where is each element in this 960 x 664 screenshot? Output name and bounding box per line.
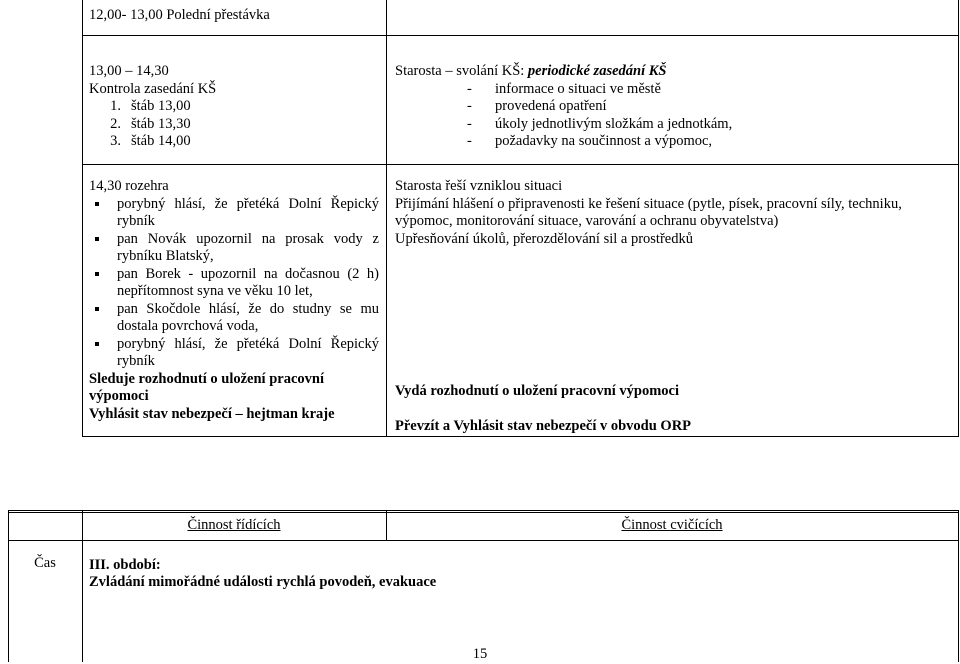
lunch-break-time: 12,00- 13,00 Polední přestávka [89, 7, 270, 23]
list-item: - informace o situaci ve městě [467, 80, 661, 97]
table-row-divider-2 [82, 164, 959, 165]
header-trainees-activity: Činnost cvičících [621, 517, 723, 533]
square-bullet-icon [95, 342, 99, 346]
issue-decision-text: Vydá rozhodnutí o uložení pracovní výpomoci [395, 383, 679, 399]
table-border-top [8, 510, 959, 511]
table-border-middle [386, 0, 387, 437]
readiness-reports-text: Přijímání hlášení o připravenosti ke řešení situace (pytle, písek, pracovní síly, techniku, výpomoc, monitorování situace, varování a ochranu obyvatelstva) [395, 195, 902, 229]
period-title: Zvládání mimořádné události rychlá povodeň, evakuace [89, 574, 437, 590]
list-item: pan Novák upozornil na prosak vody z rybníku Blatský, [89, 231, 379, 266]
square-bullet-icon [95, 202, 99, 206]
row2-title: Kontrola zasedání KŠ [89, 80, 217, 97]
row2-right-cell [395, 63, 951, 151]
table-border-bottom [82, 436, 959, 437]
declare-emergency-text: Vyhlásit stav nebezpečí – hejtman kraje [89, 405, 335, 422]
row3-time: 14,30 rozehra [89, 178, 169, 194]
row2-left-cell [89, 63, 379, 151]
period-label: III. období: [89, 557, 161, 573]
square-bullet-icon [95, 237, 99, 241]
take-over-emergency-text: Převzít a Vyhlásit stav nebezpečí v obvodu ORP [395, 418, 692, 434]
table-border-top-double [8, 512, 959, 513]
list-item: 1. štáb 13,00 [110, 98, 191, 114]
row2-time: 13,00 – 14,30 [89, 63, 169, 79]
list-item: - úkoly jednotlivým složkám a jednotkám, [467, 115, 733, 132]
row3-right-cell [395, 178, 951, 248]
list-item: pan Skočdole hlásí, že do studny se mu dostala povrchová voda, [89, 301, 379, 336]
staff-list [89, 98, 379, 151]
list-item: 3. štáb 14,00 [110, 133, 191, 149]
monitor-decision-text: Sleduje rozhodnutí o uložení pracovní výpomoci [89, 370, 324, 404]
time-column-label: Čas [34, 555, 56, 571]
square-bullet-icon [95, 307, 99, 311]
page-number: 15 [472, 646, 488, 662]
table-header-divider [8, 540, 959, 541]
list-item: porybný hlásí, že přetéká Dolní Řepický rybník [89, 196, 379, 231]
list-item: - požadavky na součinnost a výpomoc, [467, 133, 713, 149]
list-item: 2. štáb 13,30 [110, 115, 191, 132]
table-border-left [82, 0, 83, 437]
table-row-divider-1 [82, 35, 959, 36]
row3-left-cell [89, 178, 379, 423]
task-refinement-text: Upřesňování úkolů, přerozdělování sil a prostředků [395, 230, 693, 247]
report-list [89, 196, 379, 371]
table-border-right [958, 0, 959, 437]
header-managers-activity: Činnost řídících [187, 517, 281, 533]
meeting-intro: Starosta – svolání KŠ: periodické zasedání KŠ [395, 63, 667, 79]
table-border-right [958, 510, 959, 662]
list-item: - provedená opatření [467, 98, 607, 114]
table-border-left [8, 510, 9, 662]
list-item: porybný hlásí, že přetéká Dolní Řepický rybník [89, 336, 379, 371]
square-bullet-icon [95, 272, 99, 276]
mayor-solves-text: Starosta řeší vzniklou situaci [395, 178, 563, 194]
meeting-agenda-list [395, 81, 951, 151]
list-item: pan Borek - upozornil na dočasnou (2 h) nepřítomnost syna ve věku 10 let, [89, 266, 379, 301]
